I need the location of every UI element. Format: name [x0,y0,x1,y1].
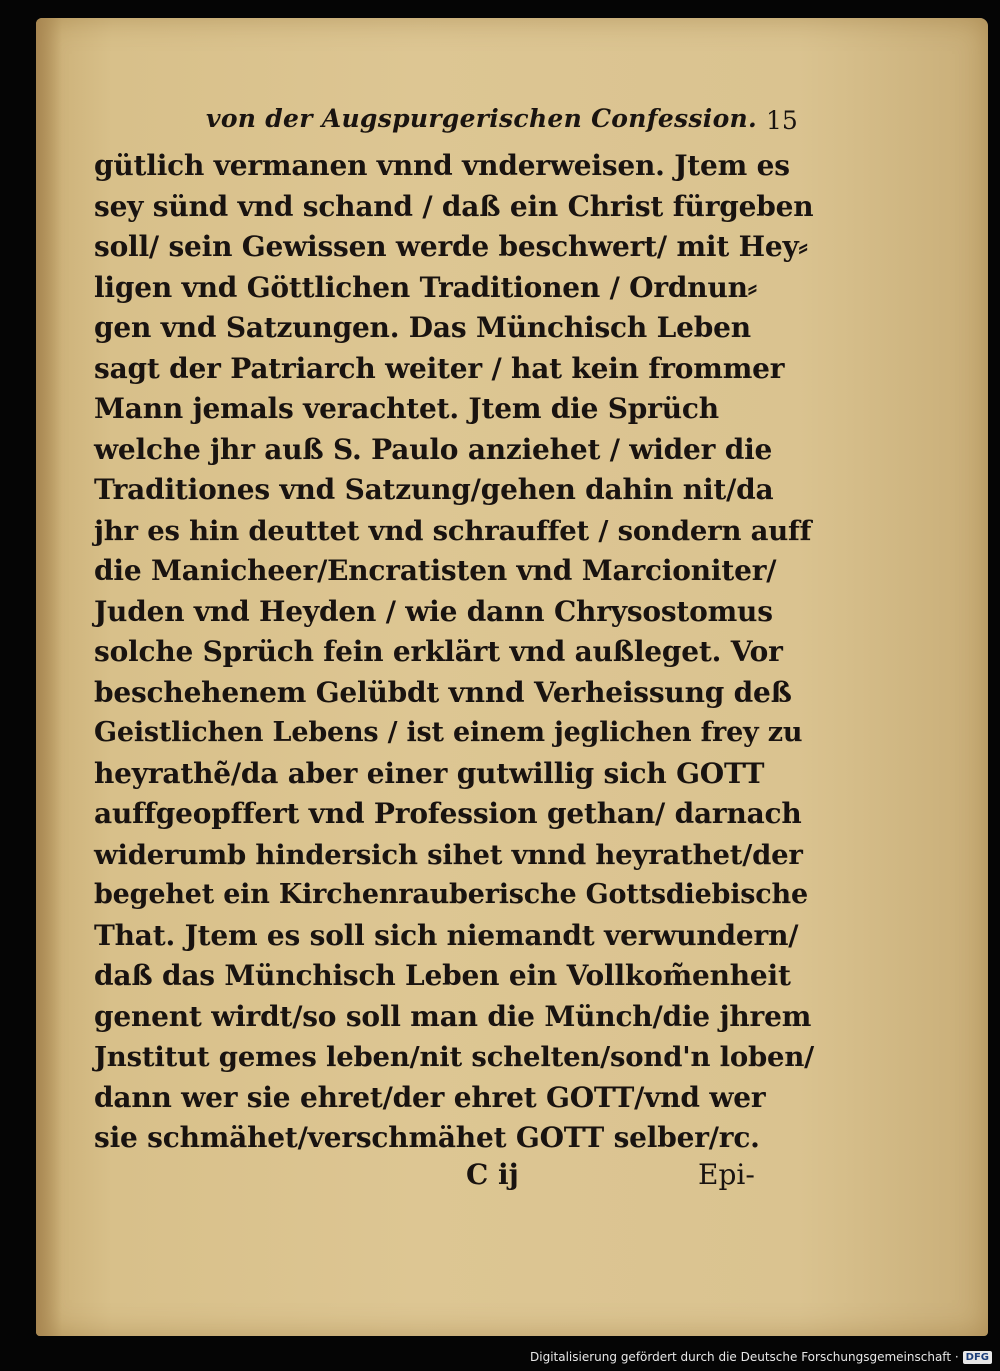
text-line: That. Jtem es soll sich niemandt verwundern/ [94,918,799,952]
text-line: welche jhr auß S. Paulo anziehet / wider die [94,432,773,466]
credit-text: Digitalisierung gefördert durch die Deutsche Forschungsgemeinschaft · [530,1350,959,1364]
text-line: sie schmähet/verschmähet GOTT selber/rc. [94,1121,760,1154]
text-line: Geistlichen Lebens / ist einem jeglichen frey zu [94,717,803,748]
signature-mark: C ij [466,1158,519,1191]
digitization-credit [530,1347,992,1367]
catchword: Epi- [698,1158,755,1191]
text-line: sagt der Patriarch weiter / hat kein frommer [94,351,785,385]
text-line: Traditiones vnd Satzung/gehen dahin nit/da [94,473,774,506]
text-line: dann wer sie ehret/der ehret GOTT/vnd wer [94,1080,766,1114]
text-line: heyrathẽ/da aber einer gutwillig sich GOTT [94,756,765,790]
page-footer [466,1158,826,1198]
dfg-logo-icon: DFG [963,1351,992,1364]
text-line: Mann jemals verachtet. Jtem die Sprüch [94,392,719,425]
text-line: beschehenem Gelübdt vnnd Verheissung deß [94,675,792,709]
text-line: auffgeopffert vnd Profession gethan/ darnach [94,797,802,830]
text-line: Juden vnd Heyden / wie dann Chrysostomus [94,594,773,628]
running-head: von der Augspurgerischen Confession. [206,104,758,133]
text-line: Jnstitut gemes leben/nit schelten/sond'n loben/ [94,1041,814,1073]
book-page [36,18,988,1336]
page-number: 15 [766,106,798,135]
body-text [94,146,814,1159]
page-gutter-shadow [36,18,62,1336]
text-line: soll/ sein Gewissen werde beschwert/ mit Hey⸗ [94,230,808,263]
text-line: sey sünd vnd schand / daß ein Christ fürgeben [94,189,814,223]
text-line: daß das Münchisch Leben ein Vollkom̃enheit [94,959,791,992]
text-line: begehet ein Kirchenrauberische Gottsdiebische [94,879,808,910]
text-line: jhr es hin deuttet vnd schrauffet / sondern auff [94,514,812,547]
text-line: widerumb hindersich sihet vnnd heyrathet/der [94,838,803,871]
text-line: gütlich vermanen vnnd vnderweisen. Jtem es [94,149,790,182]
text-line: ligen vnd Göttlichen Traditionen / Ordnun⸗ [94,270,757,304]
text-line: solche Sprüch fein erklärt vnd außleget. Vor [94,635,783,668]
text-line: die Manicheer/Encratisten vnd Marcioniter/ [94,554,777,587]
page-header [206,104,906,144]
text-line: genent wirdt/so soll man die Münch/die jhrem [94,999,812,1033]
text-line: gen vnd Satzungen. Das Münchisch Leben [94,311,751,344]
